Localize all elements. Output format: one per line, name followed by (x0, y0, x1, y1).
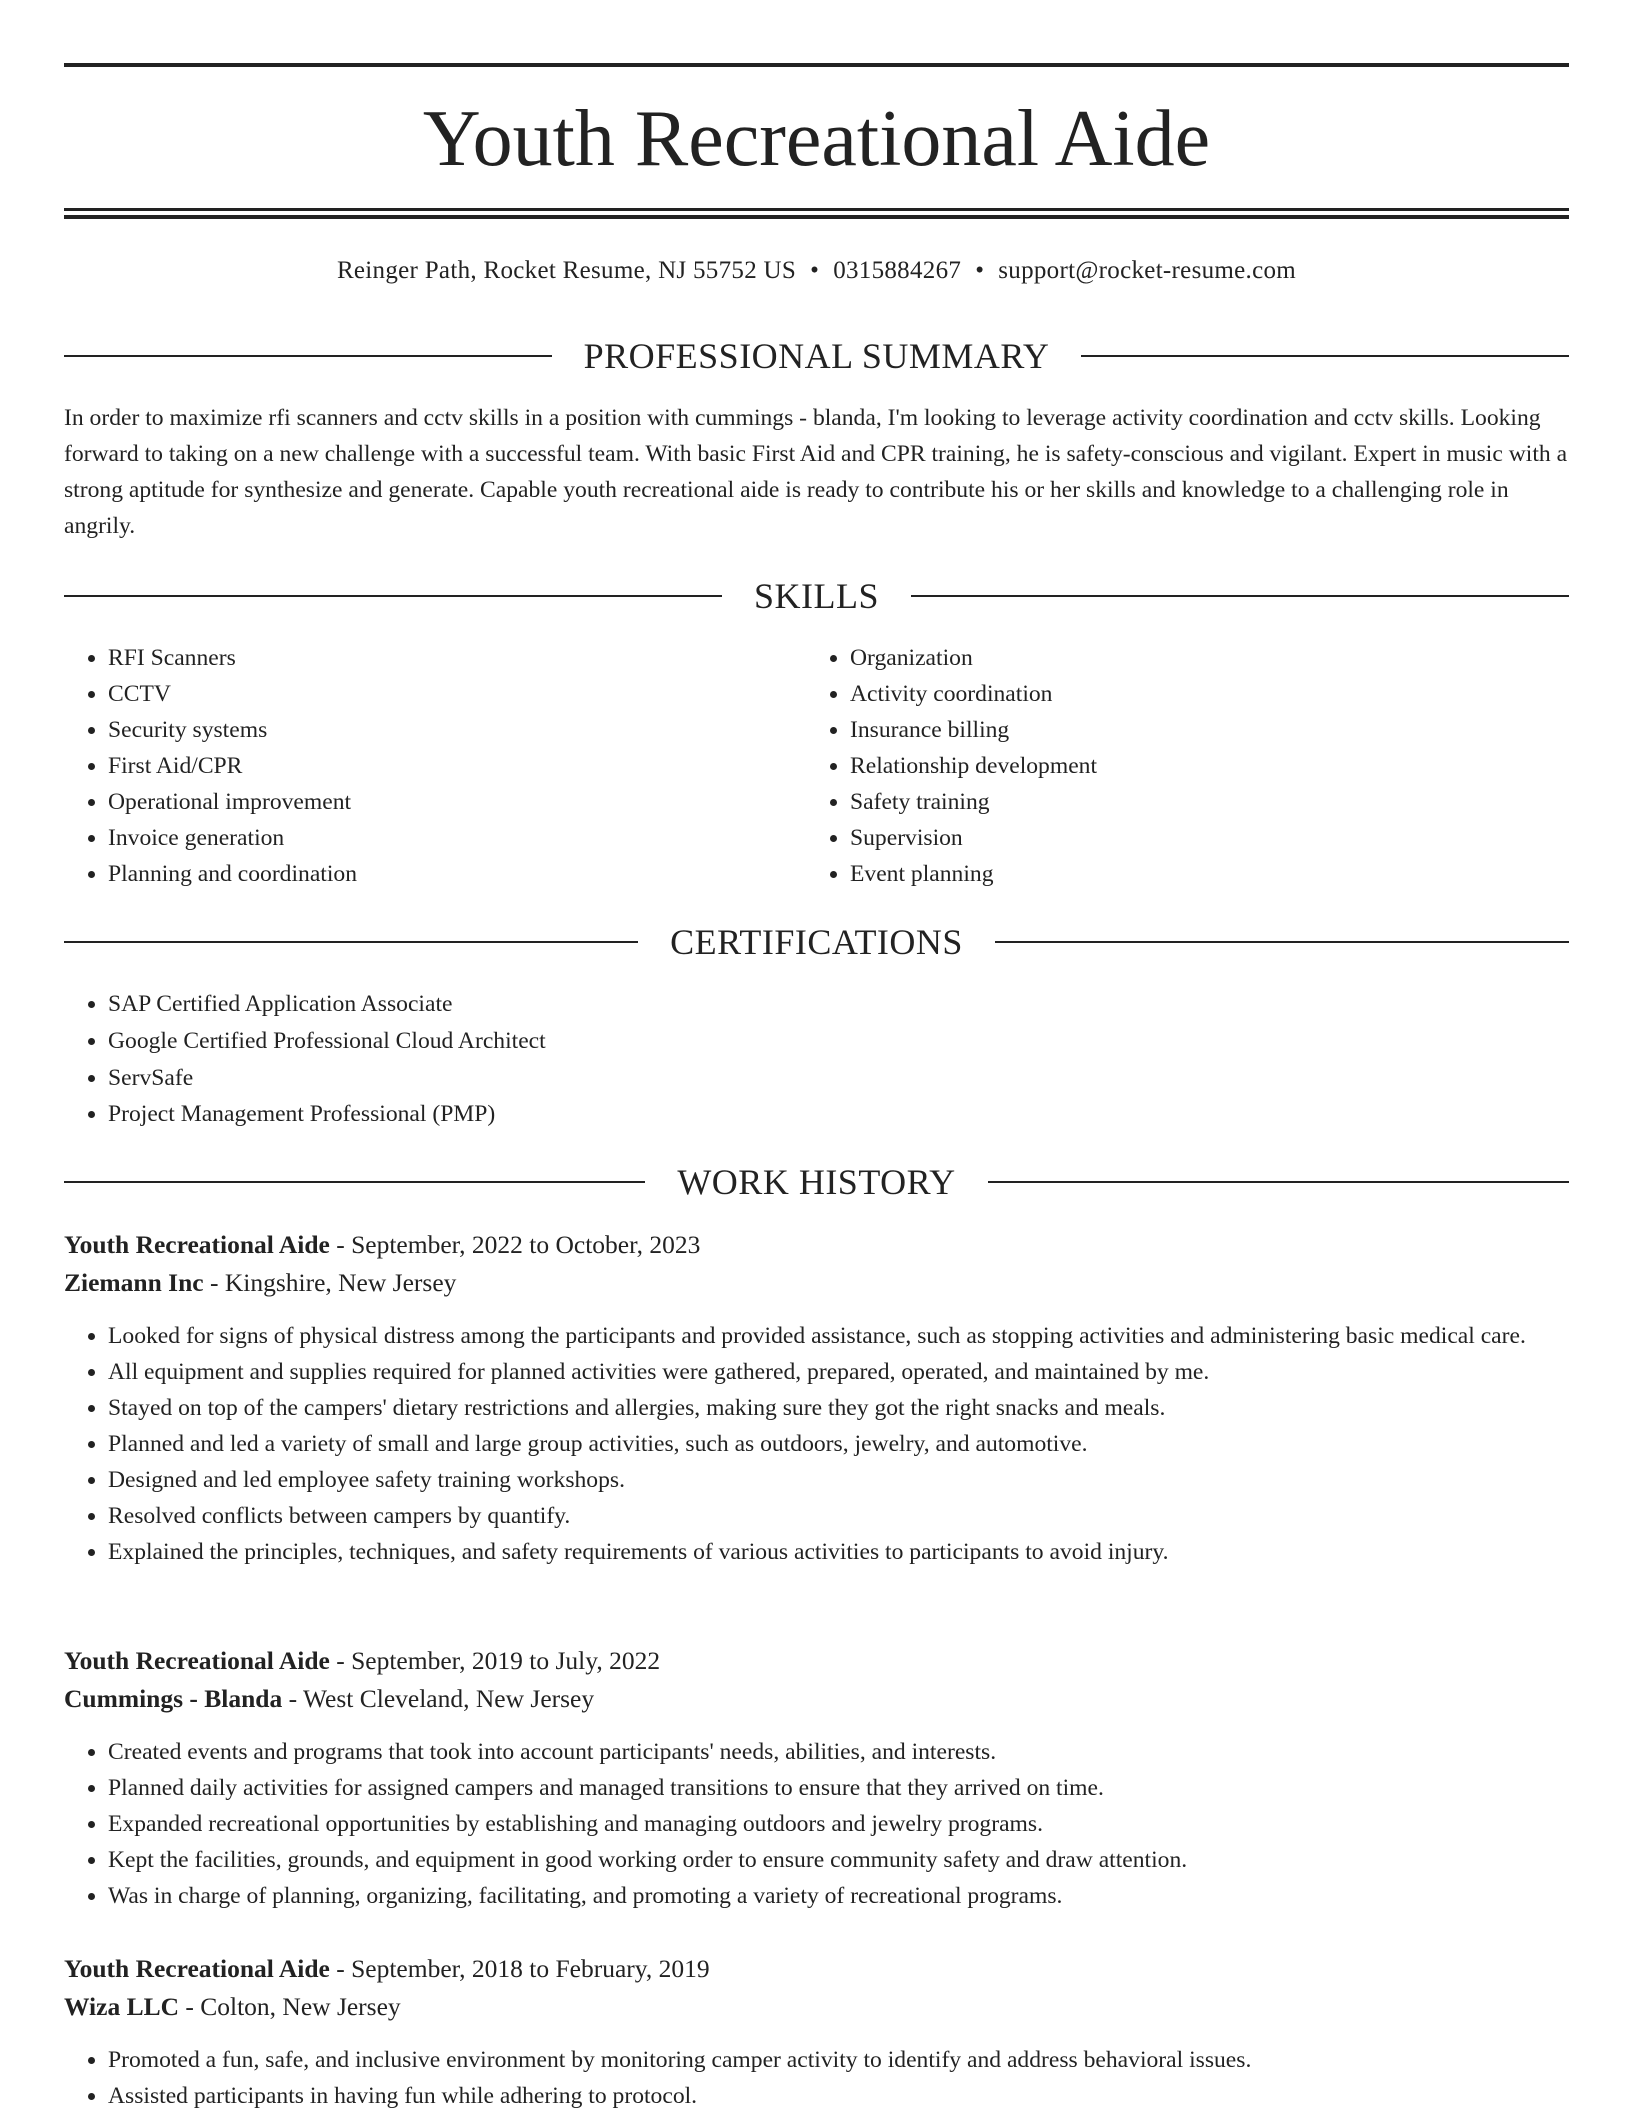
section-title: SKILLS (754, 576, 880, 616)
job-duties-list (64, 1318, 1569, 1570)
job-company: Cummings - Blanda (64, 1684, 283, 1713)
job-duties-list (64, 1734, 1569, 1914)
job-duty-item: • Planned and led a variety of small and large group activities, such as outdoors, jewelry, and automotive. (108, 1426, 1569, 1462)
job-dates: - September, 2018 to February, 2019 (329, 1954, 710, 1983)
skill-item: • First Aid/CPR (108, 748, 764, 784)
job-entry (64, 1642, 1569, 1914)
heading-rule-right (911, 595, 1569, 597)
job-duty-item: • Created events and programs that took into account participants' needs, abilities, and interests. (108, 1734, 1569, 1770)
resume-page (64, 0, 1569, 2109)
job-duty-item: • Stayed on top of the campers' dietary restrictions and allergies, making sure they got the right snacks and meals. (108, 1390, 1569, 1426)
heading-rule-left (64, 355, 552, 357)
heading-rule-right (988, 1181, 1569, 1183)
job-title-line (64, 1642, 1569, 1680)
skill-item: • RFI Scanners (108, 640, 764, 676)
job-title: Youth Recreational Aide (64, 1230, 330, 1259)
certification-item: • Project Management Professional (PMP) (108, 1096, 1064, 1133)
skill-item: • Security systems (108, 712, 764, 748)
section-title: WORK HISTORY (677, 1162, 956, 1202)
skill-item: • Event planning (850, 856, 1506, 892)
skills-left-column (64, 640, 764, 892)
section-title: CERTIFICATIONS (670, 922, 963, 962)
certifications-list (64, 986, 1064, 1133)
header-top-rule (64, 63, 1569, 67)
contact-separator: • (810, 257, 820, 284)
skill-item: • Supervision (850, 820, 1506, 856)
contact-phone: 0315884267 (833, 257, 962, 284)
skill-item: • Safety training (850, 784, 1506, 820)
heading-rule-right (995, 941, 1569, 943)
resume-name: Youth Recreational Aide (422, 95, 1211, 183)
skill-item: • Activity coordination (850, 676, 1506, 712)
contact-line (64, 252, 1569, 290)
skill-item: • Invoice generation (108, 820, 764, 856)
job-duties-list (64, 2042, 1569, 2114)
skill-item: • Relationship development (850, 748, 1506, 784)
summary-text: In order to maximize rfi scanners and cctv skills in a position with cummings - blanda, I'm looking to leverage activity coordination and cctv skills. Looking forward to taking on a new challenge with a successful team. With basic First Aid and CPR training, he is safety-conscious and vigilant. Expert in music with a strong aptitude for synthesize and generate. Capable youth recreational aide is ready to contribute his or her skills and knowledge to a challenging role in angrily. (64, 405, 1568, 539)
contact-email: support@rocket-resume.com (998, 257, 1297, 284)
skill-item: • Operational improvement (108, 784, 764, 820)
skill-item: • Planning and coordination (108, 856, 764, 892)
job-company-line (64, 1988, 1569, 2026)
job-duty-item: • Kept the facilities, grounds, and equipment in good working order to ensure community safety and draw attention. (108, 1842, 1569, 1878)
skill-item: • Insurance billing (850, 712, 1506, 748)
section-title: PROFESSIONAL SUMMARY (583, 336, 1050, 376)
job-title-line (64, 1950, 1569, 1988)
job-duty-item: • Was in charge of planning, organizing, facilitating, and promoting a variety of recreational programs. (108, 1878, 1569, 1914)
skills-right-column (806, 640, 1506, 892)
skill-item: • Organization (850, 640, 1506, 676)
skill-item: • CCTV (108, 676, 764, 712)
certification-item: • Google Certified Professional Cloud Architect (108, 1023, 1064, 1060)
heading-rule-left (64, 1181, 645, 1183)
contact-separator: • (975, 257, 985, 284)
work-history-heading (64, 1160, 1569, 1204)
skills-list (806, 640, 1506, 892)
job-company-line (64, 1264, 1569, 1302)
certification-item: • ServSafe (108, 1060, 1064, 1097)
job-duty-item: • Promoted a fun, safe, and inclusive environment by monitoring camper activity to identify and address behavioral issues. (108, 2042, 1569, 2078)
skills-list (64, 640, 764, 892)
job-duty-item: • Explained the principles, techniques, and safety requirements of various activities to participants to avoid injury. (108, 1534, 1569, 1570)
header-double-rule (64, 208, 1569, 219)
job-duty-item: • Assisted participants in having fun while adhering to protocol. (108, 2078, 1569, 2114)
certifications-heading (64, 920, 1569, 964)
certification-item: • SAP Certified Application Associate (108, 986, 1064, 1023)
heading-rule-left (64, 595, 722, 597)
contact-address: Reinger Path, Rocket Resume, NJ 55752 US (336, 257, 797, 284)
job-title: Youth Recreational Aide (64, 1646, 330, 1675)
summary-heading (64, 334, 1569, 378)
job-location: - West Cleveland, New Jersey (282, 1684, 595, 1713)
job-title: Youth Recreational Aide (64, 1954, 330, 1983)
job-entry (64, 1226, 1569, 1570)
job-company: Wiza LLC (64, 1992, 179, 2021)
job-duty-item: • Designed and led employee safety training workshops. (108, 1462, 1569, 1498)
job-duty-item: • Resolved conflicts between campers by quantify. (108, 1498, 1569, 1534)
job-company-line (64, 1680, 1569, 1718)
job-dates: - September, 2022 to October, 2023 (329, 1230, 701, 1259)
job-title-line (64, 1226, 1569, 1264)
heading-rule-left (64, 941, 638, 943)
job-duty-item: • Planned daily activities for assigned campers and managed transitions to ensure that they arrived on time. (108, 1770, 1569, 1806)
certifications-block (64, 986, 1064, 1133)
job-location: - Colton, New Jersey (179, 1992, 401, 2021)
job-dates: - September, 2019 to July, 2022 (329, 1646, 661, 1675)
job-duty-item: • All equipment and supplies required for planned activities were gathered, prepared, operated, and maintained by me. (108, 1354, 1569, 1390)
heading-rule-right (1081, 355, 1569, 357)
job-location: - Kingshire, New Jersey (203, 1268, 457, 1297)
skills-heading (64, 574, 1569, 618)
job-duty-item: • Expanded recreational opportunities by establishing and managing outdoors and jewelry programs. (108, 1806, 1569, 1842)
job-entry (64, 1950, 1569, 2114)
job-duty-item: • Looked for signs of physical distress among the participants and provided assistance, such as stopping activities and administering basic medical care. (108, 1318, 1569, 1354)
job-company: Ziemann Inc (64, 1268, 204, 1297)
